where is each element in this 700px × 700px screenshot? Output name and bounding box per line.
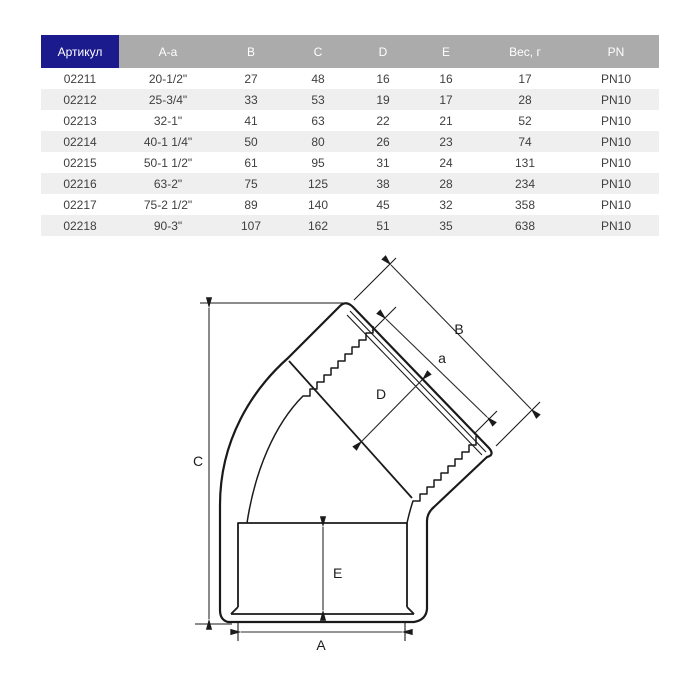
header-cell-1: A-a (119, 35, 217, 68)
table-cell: 27 (244, 71, 258, 86)
table-cell: 41 (244, 113, 258, 128)
a-thread-dimension-line (386, 319, 487, 417)
table-cell: 32 (439, 197, 453, 212)
dim-label-a: a (438, 350, 446, 366)
b-extension-lines (354, 258, 540, 446)
table-cell: PN10 (573, 173, 659, 194)
dim-label-C: C (192, 453, 204, 469)
table-cell: 140 (307, 197, 329, 212)
table-cell: 02215 (63, 155, 97, 170)
table-cell: 23 (415, 131, 477, 152)
table-cell: 20-1/2" (148, 71, 188, 86)
table-cell: 02211 (63, 71, 97, 86)
table-cell: 107 (217, 215, 285, 236)
table-cell: PN10 (573, 89, 659, 110)
table-cell: 25-3/4" (119, 89, 217, 110)
table-cell: 95 (311, 155, 325, 170)
header-cell-3: C (285, 35, 351, 68)
table-cell: 63-2" (119, 173, 217, 194)
header-cell-5: E (415, 35, 477, 68)
header-cell-0: Артикул (41, 35, 119, 68)
table-cell: 02214 (41, 131, 119, 152)
table-cell: 48 (311, 71, 325, 86)
table-cell: 75-2 1/2" (143, 197, 193, 212)
table-cell: 74 (477, 131, 573, 152)
d-dimension-line (362, 380, 422, 441)
table-cell: PN10 (573, 131, 659, 152)
table-cell: 75 (217, 173, 285, 194)
dim-label-A: A (316, 637, 326, 653)
table-cell: 24 (439, 155, 453, 170)
b-dimension-line (391, 265, 531, 409)
table-cell: 38 (351, 173, 415, 194)
table-cell: 16 (376, 71, 390, 86)
table-cell: 26 (351, 131, 415, 152)
table-cell: 16 (439, 71, 453, 86)
table-cell: 22 (376, 113, 390, 128)
header-cell-6: Вес, г (477, 35, 573, 68)
table-cell: PN10 (600, 71, 632, 86)
table-cell: 17 (415, 89, 477, 110)
table-cell: 53 (285, 89, 351, 110)
table-cell: 63 (311, 113, 325, 128)
table-cell: 02217 (63, 197, 97, 212)
table-cell: 50 (217, 131, 285, 152)
table-cell: 33 (217, 89, 285, 110)
table-cell: 61 (244, 155, 258, 170)
table-cell: 31 (376, 155, 390, 170)
table-cell: 17 (518, 71, 532, 86)
table-cell: 125 (285, 173, 351, 194)
table-cell: 80 (285, 131, 351, 152)
table-cell: 162 (285, 215, 351, 236)
header-cell-4: D (351, 35, 415, 68)
thread-wall-lower (407, 436, 476, 523)
table-cell: 32-1" (153, 113, 183, 128)
dim-label-D: D (375, 386, 387, 402)
dim-label-E: E (333, 565, 343, 581)
table-cell: 02212 (41, 89, 119, 110)
fitting-outline (220, 303, 492, 622)
table-cell: 52 (518, 113, 532, 128)
table-cell: 51 (351, 215, 415, 236)
table-cell: 02216 (41, 173, 119, 194)
table-cell: 28 (477, 89, 573, 110)
table-cell: 131 (514, 155, 536, 170)
table-cell: 19 (351, 89, 415, 110)
table-cell: 638 (477, 215, 573, 236)
table-cell: PN10 (600, 197, 632, 212)
table-cell: 40-1 1/4" (119, 131, 217, 152)
table-cell: 02218 (41, 215, 119, 236)
table-cell: PN10 (573, 215, 659, 236)
table-cell: 21 (439, 113, 453, 128)
table-cell: 90-3" (119, 215, 217, 236)
table-cell: PN10 (600, 155, 632, 170)
header-cell-2: B (217, 35, 285, 68)
table-cell: 28 (415, 173, 477, 194)
table-cell: 234 (477, 173, 573, 194)
table-cell: PN10 (600, 113, 632, 128)
thread-wall-upper (247, 326, 373, 523)
table-cell: 45 (376, 197, 390, 212)
table-cell: 358 (514, 197, 536, 212)
header-cell-7: PN (573, 35, 659, 68)
table-cell: 50-1 1/2" (143, 155, 193, 170)
table-cell: 89 (244, 197, 258, 212)
table-cell: 02213 (63, 113, 97, 128)
dim-label-B: B (454, 321, 464, 337)
a-thread-extension-lines (372, 307, 497, 434)
socket-shoulder-line (289, 361, 412, 498)
table-cell: 35 (415, 215, 477, 236)
